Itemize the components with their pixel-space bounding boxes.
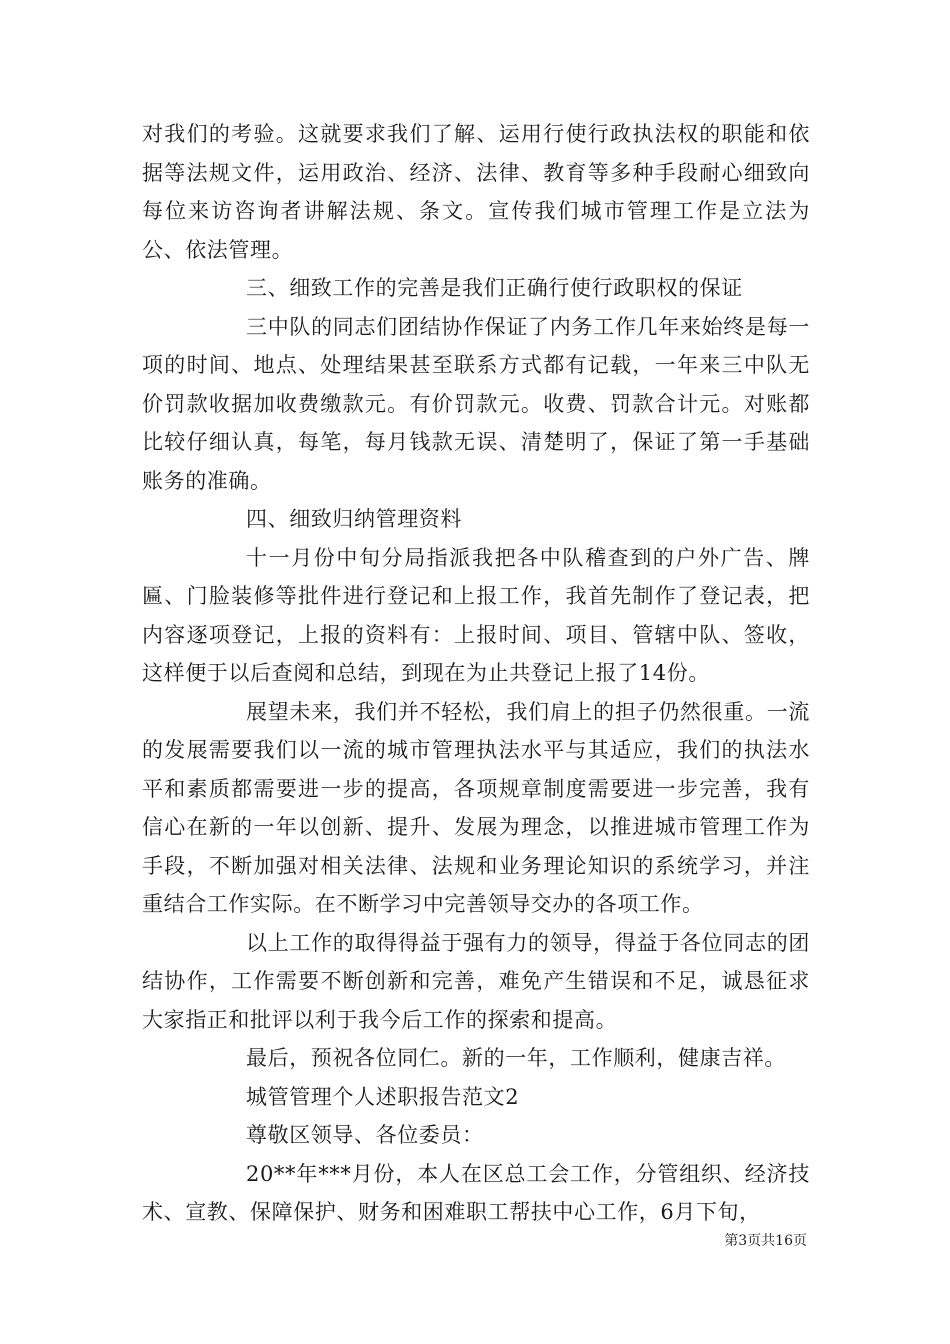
paragraph-work-intro: 20**年***月份，本人在区总工会工作，分管组织、经济技术、宣教、保障保护、财务和困难职工帮扶中心工作，6月下旬， [142, 1161, 810, 1224]
paragraph-registration: 十一月份中旬分局指派我把各中队稽查到的户外广告、牌匾、门脸装修等批件进行登记和上报工作，我首先制作了登记表，把内容逐项登记，上报的资料有：上报时间、项目、管辖中队、签收，这样便于以后查阅和总结，到现在为止共登记上报了14份。 [142, 545, 810, 685]
paragraph-squad-accounts: 三中队的同志们团结协作保证了内务工作几年来始终是每一项的时间、地点、处理结果甚至联系方式都有记载，一年来三中队无价罚款收据加收费缴款元。有价罚款元。收费、罚款合计元。对账都比较仔细认真，每笔，每月钱款无误、清楚明了，保证了第一手基础账务的准确。 [142, 314, 810, 493]
page-number-footer: 第3页共16页 [724, 1233, 807, 1249]
section-heading-four: 四、细致归纳管理资料 [246, 507, 462, 531]
paragraph-continuation: 对我们的考验。这就要求我们了解、运用行使行政执法权的职能和依据等法规文件，运用政治、经济、法律、教育等多种手段耐心细致向每位来访咨询者讲解法规、条文。宣传我们城市管理工作是立法为公、依法管理。 [142, 122, 810, 262]
section-heading-three: 三、细致工作的完善是我们正确行使行政职权的保证 [246, 276, 743, 300]
document-body [142, 115, 810, 1232]
paragraph-closing-wishes: 最后，预祝各位同仁。新的一年，工作顺利，健康吉祥。 [246, 1046, 786, 1070]
paragraph-acknowledgement: 以上工作的取得得益于强有力的领导，得益于各位同志的团结协作，工作需要不断创新和完善，难免产生错误和不足，诚恳征求大家指正和批评以利于我今后工作的探索和提高。 [142, 930, 810, 1032]
sample-title: 城管管理个人述职报告范文2 [246, 1084, 520, 1109]
salutation: 尊敬区领导、各位委员： [246, 1123, 484, 1147]
paragraph-outlook: 展望未来，我们并不轻松，我们肩上的担子仍然很重。一流的发展需要我们以一流的城市管理执法水平与其适应，我们的执法水平和素质都需要进一步的提高，各项规章制度需要进一步完善，我有信心在新的一年以创新、提升、发展为理念，以推进城市管理工作为手段，不断加强对相关法律、法规和业务理论知识的系统学习，并注重结合工作实际。在不断学习中完善领导交办的各项工作。 [142, 699, 810, 916]
